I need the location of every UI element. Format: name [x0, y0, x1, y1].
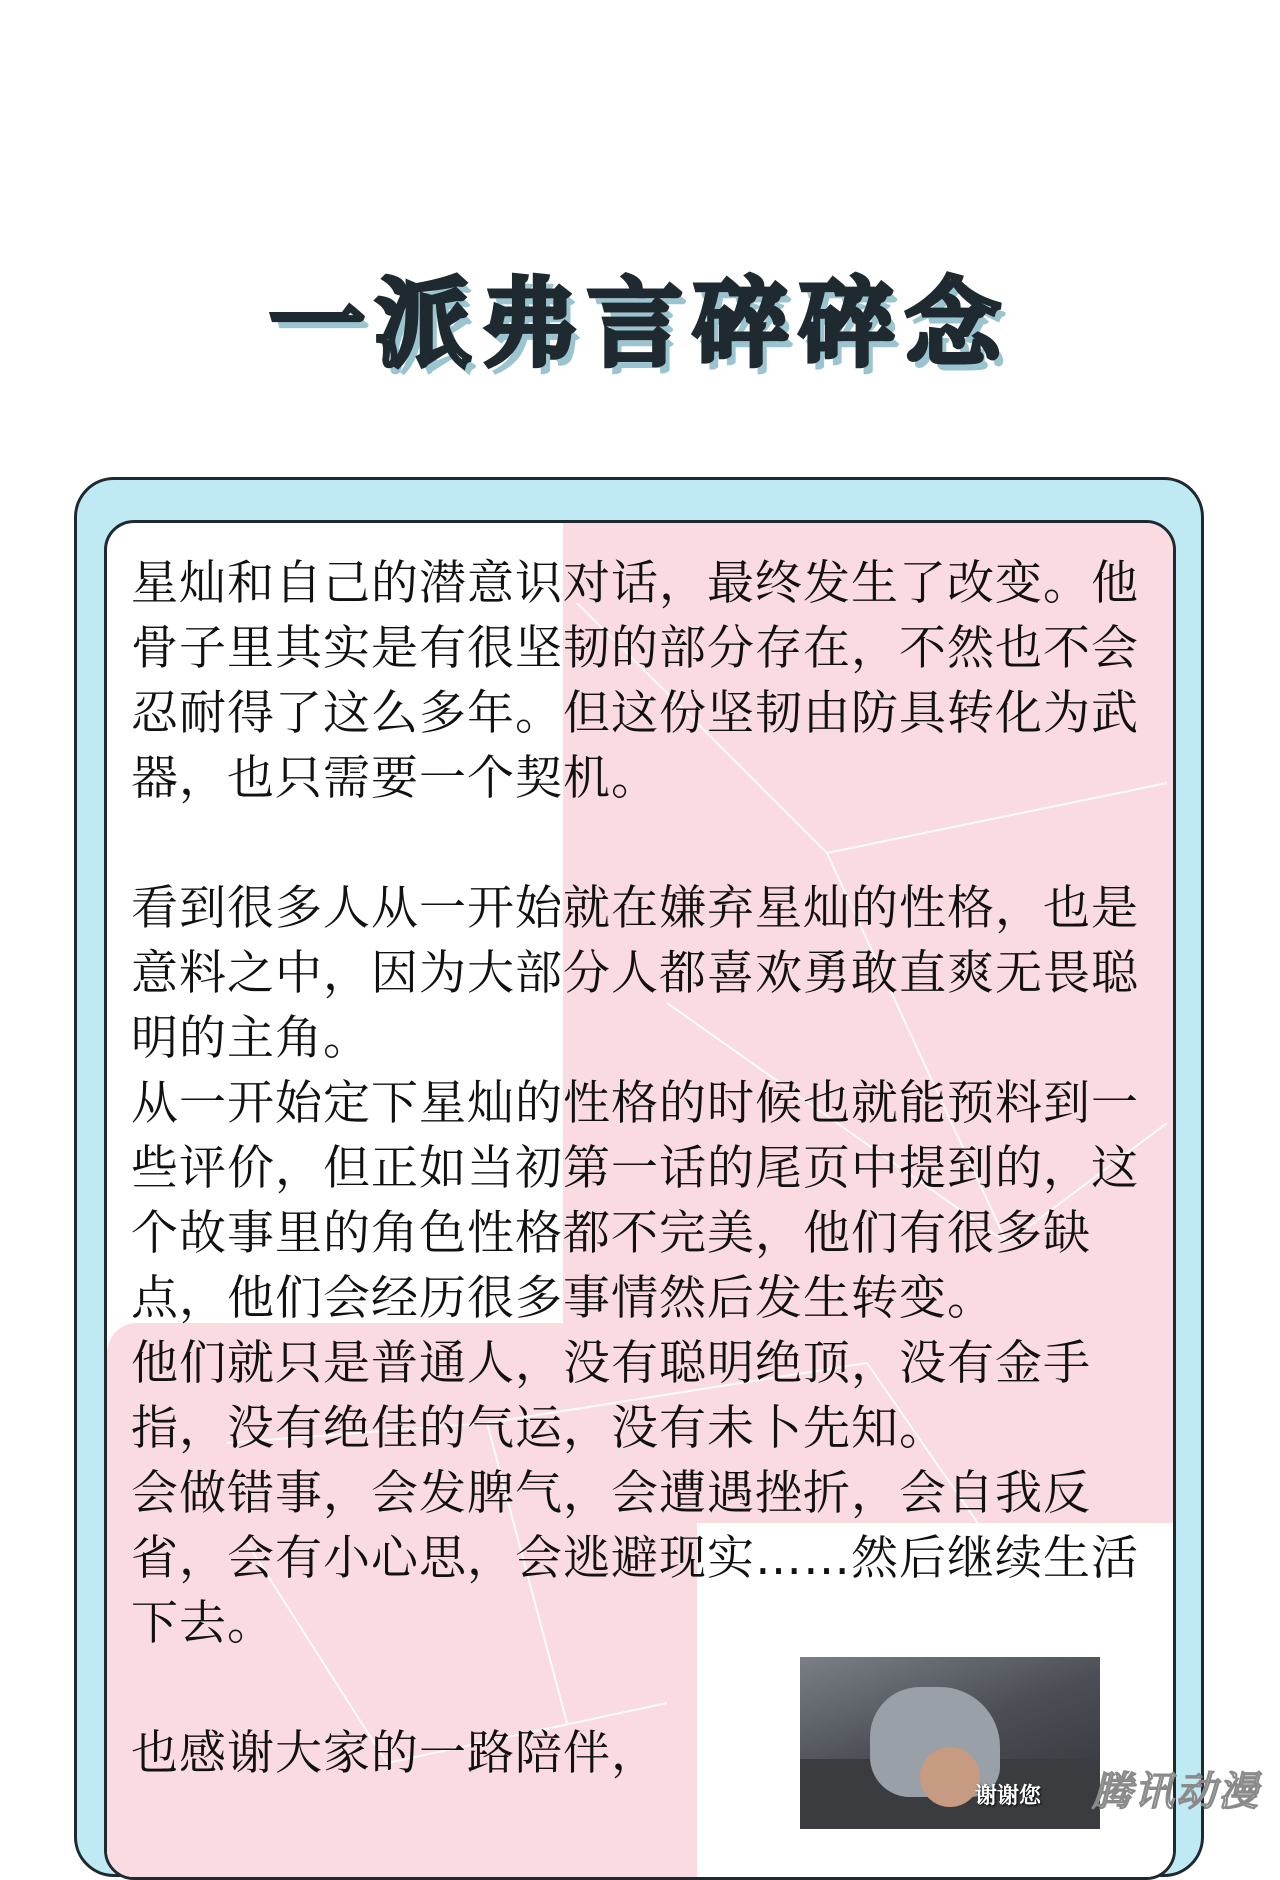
paragraph: 星灿和自己的潜意识对话，最终发生了改变。他骨子里其实是有很坚韧的部分存在，不然也不会忍耐得了这么多年。但这份坚韧由防具转化为武器，也只需要一个契机。 [131, 556, 1139, 806]
photo-head [920, 1747, 980, 1807]
paragraph: 会做错事，会发脾气，会遭遇挫折，会自我反省，会有小心思，会逃避现实……然后继续生活下去。 [131, 1466, 1139, 1651]
thank-you-photo [800, 1657, 1100, 1829]
paragraph: 从一开始定下星灿的性格的时候也就能预料到一些评价，但正如当初第一话的尾页中提到的，这个故事里的角色性格都不完美，他们有很多缺点，他们会经历很多事情然后发生转变。 [131, 1076, 1139, 1326]
photo-caption: 谢谢您 [975, 1784, 1042, 1809]
paragraph: 看到很多人从一开始就在嫌弃星灿的性格，也是意料之中，因为大部分人都喜欢勇敢直爽无畏聪明的主角。 [131, 881, 1139, 1066]
paragraph-spacer [131, 811, 1171, 876]
paragraph: 他们就只是普通人，没有聪明绝顶，没有金手指，没有绝佳的气运，没有未卜先知。 [131, 1336, 1091, 1456]
body-text [131, 551, 1171, 1786]
page-title: 一派弗言碎碎念 [269, 268, 1011, 380]
watermark-logo: 腾讯动漫 [1092, 1769, 1260, 1815]
paragraph: 也感谢大家的一路陪伴， [131, 1726, 659, 1781]
